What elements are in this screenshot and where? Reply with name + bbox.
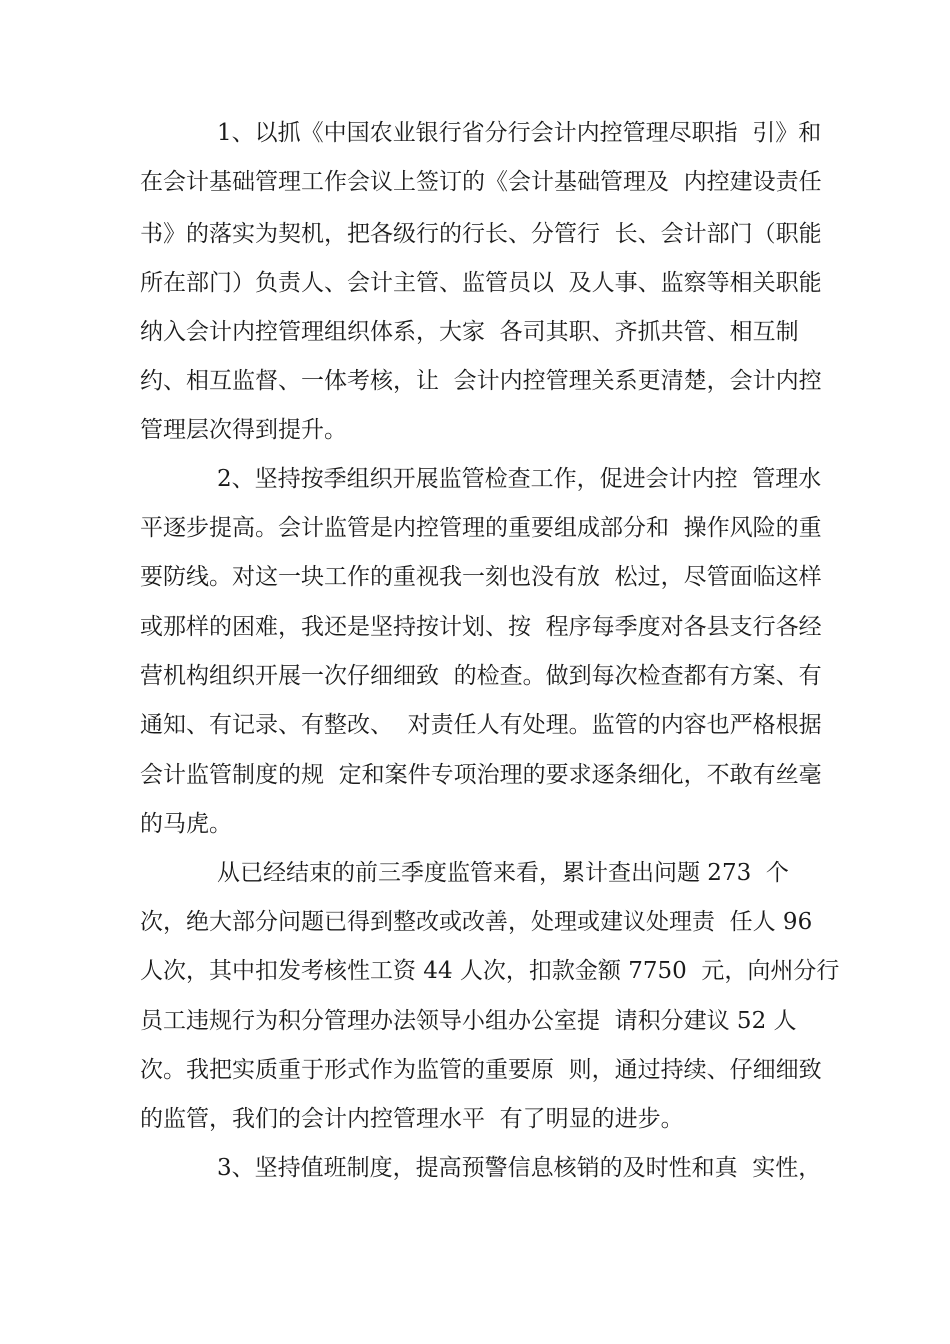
paragraph-2-line-5: 营机构组织开展一次仔细细致 的检查。做到每次检查都有方案、有	[140, 663, 822, 689]
paragraph-2-line-1: 2、坚持按季组织开展监管检查工作，促进会计内控 管理水	[217, 466, 822, 492]
paragraph-2-line-6: 通知、有记录、有整改、 对责任人有处理。监管的内容也严格根据	[140, 712, 822, 738]
paragraph-1-line-5: 纳入会计内控管理组织体系，大家 各司其职、齐抓共管、相互制	[140, 319, 799, 345]
paragraph-3-line-2: 次，绝大部分问题已得到整改或改善，处理或建议处理责 任人 96	[140, 909, 813, 935]
paragraph-3-line-5: 次。我把实质重于形式作为监管的重要原 则，通过持续、仔细细致	[140, 1057, 822, 1083]
paragraph-2-line-2: 平逐步提高。会计监管是内控管理的重要组成部分和 操作风险的重	[140, 515, 822, 541]
paragraph-2-line-7: 会计监管制度的规 定和案件专项治理的要求逐条细化，不敢有丝毫	[140, 762, 822, 788]
paragraph-1-line-3: 书》的落实为契机，把各级行的行长、分管行 长、会计部门（职能	[140, 221, 822, 247]
paragraph-1-line-1: 1、以抓《中国农业银行省分行会计内控管理尽职指 引》和	[217, 120, 822, 146]
paragraph-1-line-2: 在会计基础管理工作会议上签订的《会计基础管理及 内控建设责任	[140, 169, 822, 195]
paragraph-2-line-8: 的马虎。	[140, 811, 232, 837]
paragraph-3-line-6: 的监管，我们的会计内控管理水平 有了明显的进步。	[140, 1106, 684, 1132]
paragraph-1-line-6: 约、相互监督、一体考核，让 会计内控管理关系更清楚，会计内控	[140, 368, 822, 394]
paragraph-1-line-4: 所在部门）负责人、会计主管、监管员以 及人事、监察等相关职能	[140, 270, 822, 296]
paragraph-3-line-4: 员工违规行为积分管理办法领导小组办公室提 请积分建议 52 人	[140, 1008, 797, 1034]
paragraph-3-line-3: 人次，其中扣发考核性工资 44 人次，扣款金额 7750 元，向州分行	[140, 958, 840, 984]
paragraph-3-line-1: 从已经结束的前三季度监管来看，累计查出问题 273 个	[217, 860, 789, 886]
paragraph-4-line-1: 3、坚持值班制度，提高预警信息核销的及时性和真 实性，	[217, 1155, 822, 1181]
paragraph-2-line-3: 要防线。对这一块工作的重视我一刻也没有放 松过，尽管面临这样	[140, 564, 822, 590]
paragraph-1-line-7: 管理层次得到提升。	[140, 417, 347, 443]
paragraph-2-line-4: 或那样的困难，我还是坚持按计划、按 程序每季度对各县支行各经	[140, 614, 822, 640]
